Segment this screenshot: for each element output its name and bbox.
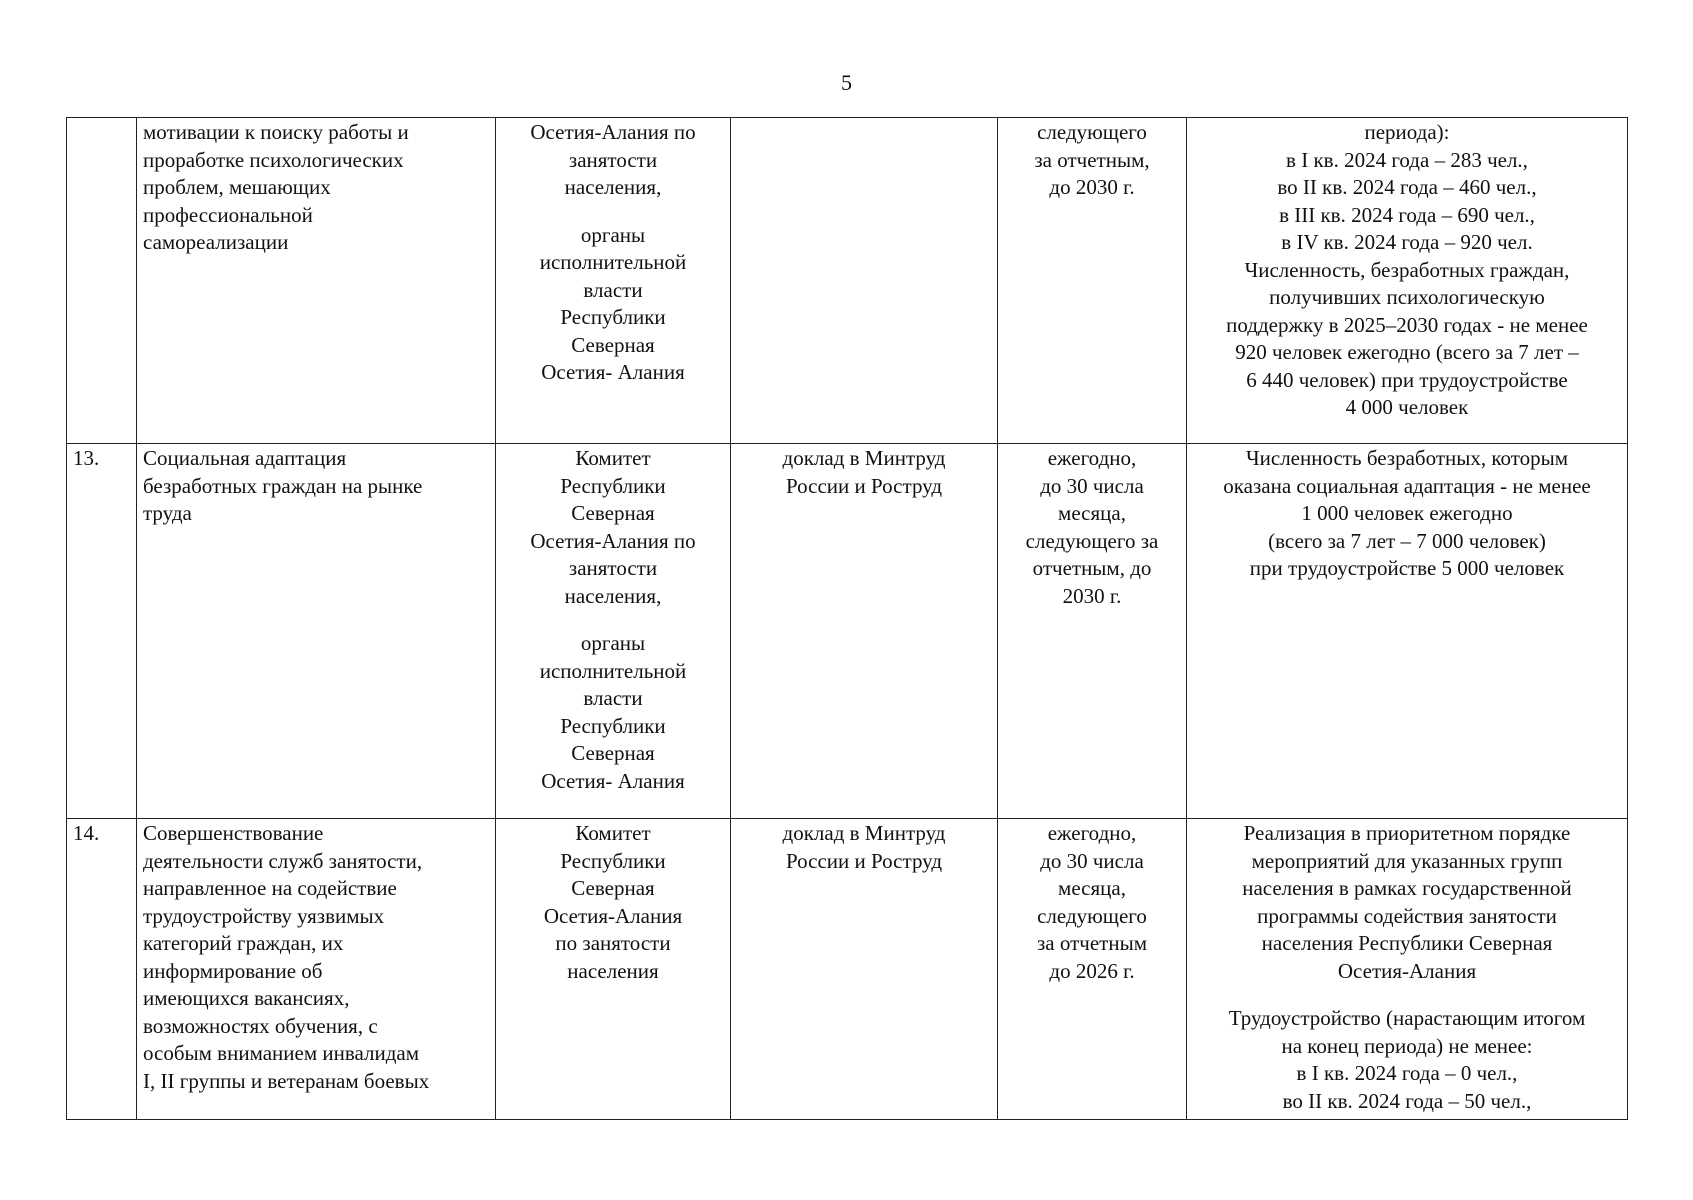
activity-line: I, II группы и ветеранам боевых — [143, 1068, 430, 1093]
result-cell — [1187, 444, 1628, 819]
row-number-cell: 13. — [67, 444, 137, 819]
result-a-line: Реализация в приоритетном порядке — [1243, 821, 1571, 845]
result-b-line: на конец периода) не менее: — [1281, 1033, 1533, 1058]
table-row — [67, 444, 1628, 819]
result-a-line: при трудоустройстве 5 000 человек — [1249, 556, 1565, 580]
report-line: России и Роструд — [785, 848, 943, 873]
deadline-line: ежегодно, — [1047, 446, 1137, 470]
executor-a-line: Республики — [560, 473, 666, 498]
activity-line: возможностях обучения, с — [143, 1013, 378, 1038]
executor-a-line: занятости — [568, 556, 658, 580]
activity-line: особым вниманием инвалидам — [143, 1041, 420, 1065]
executor-b-line: власти — [583, 277, 643, 302]
deadline-line: следующего за — [1025, 528, 1159, 553]
executor-b-line: органы — [580, 631, 646, 655]
deadline-cell — [998, 444, 1187, 819]
result-a-line: Численность безработных, которым — [1245, 446, 1569, 470]
paragraph-gap — [1193, 985, 1621, 1005]
report-form-cell — [731, 444, 998, 819]
activity-line: имеющихся вакансиях, — [143, 986, 350, 1010]
deadline-cell — [998, 819, 1187, 1120]
result-b-line: в I кв. 2024 года – 0 чел., — [1296, 1061, 1518, 1085]
activity-line: безработных граждан на рынке — [143, 473, 423, 498]
result-a-line: программы содействия занятости — [1257, 903, 1557, 928]
result-a-line: (всего за 7 лет – 7 000 человек) — [1268, 528, 1546, 553]
activity-line: трудоустройству уязвимых — [143, 903, 385, 928]
paragraph-gap — [502, 202, 724, 222]
result-a-line: 6 440 человек) при трудоустройстве — [1246, 367, 1568, 392]
deadline-line: следующего — [1037, 120, 1147, 144]
executor-a-line: по занятости — [555, 931, 671, 955]
deadline-line: месяца, — [1058, 876, 1126, 900]
table-row — [67, 118, 1628, 444]
activity-cell — [137, 819, 496, 1120]
executor-b-line: органы — [580, 222, 646, 247]
executor-b-line: Республики — [560, 305, 666, 329]
result-a-line: периода): — [1364, 120, 1450, 144]
executor-b-line: Осетия- Алания — [541, 360, 685, 384]
activity-line: профессиональной — [143, 202, 313, 227]
activity-cell — [137, 444, 496, 819]
result-b-line: Трудоустройство (нарастающим итогом — [1228, 1006, 1586, 1030]
result-a-line: в IV кв. 2024 года – 920 чел. — [1281, 230, 1533, 254]
paragraph-gap — [502, 610, 724, 630]
deadline-line: отчетным, до — [1032, 556, 1152, 580]
activity-line: направленное на содействие — [143, 876, 397, 900]
activity-line: труда — [143, 501, 192, 525]
executor-a-line: Северная — [571, 876, 655, 900]
executor-cell — [496, 118, 731, 444]
executor-a-line: Осетия-Алания — [543, 903, 683, 928]
executor-a-line: Республики — [560, 848, 666, 873]
executor-b-line: Осетия- Алания — [541, 768, 685, 793]
executor-cell — [496, 444, 731, 819]
deadline-line: 2030 г. — [1062, 583, 1122, 608]
executor-b-line: исполнительной — [539, 658, 687, 683]
activity-line: проработке психологических — [143, 147, 404, 172]
deadline-line: до 2026 г. — [1049, 958, 1135, 983]
report-line: доклад в Минтруд — [782, 821, 946, 845]
row-number-cell — [67, 118, 137, 444]
result-a-line: поддержку в 2025–2030 годах - не менее — [1226, 312, 1588, 337]
executor-b-line: Северная — [571, 741, 655, 765]
activity-line: деятельности служб занятости, — [143, 848, 423, 873]
deadline-cell — [998, 118, 1187, 444]
executor-b-line: исполнительной — [539, 250, 687, 274]
executor-a-line: занятости — [568, 147, 658, 172]
result-a-line: во II кв. 2024 года – 460 чел., — [1277, 175, 1537, 199]
result-a-line: получивших психологическую — [1269, 285, 1545, 309]
result-a-line: Численность, безработных граждан, — [1244, 257, 1570, 282]
row-number-cell: 14. — [67, 819, 137, 1120]
table-row — [67, 819, 1628, 1120]
result-b-line: во II кв. 2024 года – 50 чел., — [1282, 1088, 1532, 1113]
report-line: доклад в Минтруд — [782, 446, 946, 470]
executor-a-line: Осетия-Алания по — [530, 528, 696, 553]
activity-line: Совершенствование — [143, 821, 324, 845]
report-line: России и Роструд — [785, 473, 943, 498]
result-a-line: населения Республики Северная — [1261, 931, 1553, 955]
report-form-cell — [731, 118, 998, 444]
result-a-line: в III кв. 2024 года – 690 чел., — [1279, 202, 1535, 227]
result-a-line: Осетия-Алания — [1337, 958, 1477, 983]
activity-line: мотивации к поиску работы и — [143, 120, 409, 144]
executor-b-line: Северная — [571, 332, 655, 357]
executor-a-line: Комитет — [575, 821, 651, 845]
executor-a-line: Осетия-Алания по — [530, 120, 696, 144]
activity-line: самореализации — [143, 230, 289, 254]
page-number: 5 — [841, 70, 852, 95]
deadline-line: до 2030 г. — [1049, 175, 1135, 199]
activity-line: Социальная адаптация — [143, 446, 347, 470]
measures-table — [66, 117, 1628, 1120]
result-a-line: в I кв. 2024 года – 283 чел., — [1286, 147, 1528, 172]
deadline-line: месяца, — [1058, 501, 1126, 525]
deadline-line: за отчетным, — [1034, 147, 1150, 172]
executor-a-line: населения, — [564, 175, 662, 199]
result-a-line: оказана социальная адаптация - не менее — [1223, 473, 1591, 498]
result-a-line: 1 000 человек ежегодно — [1301, 501, 1513, 525]
executor-a-line: Северная — [571, 501, 655, 525]
executor-a-line: населения, — [564, 583, 662, 608]
executor-a-line: населения — [567, 958, 659, 983]
executor-cell — [496, 819, 731, 1120]
activity-line: информирование об — [143, 958, 323, 983]
executor-a-line: Комитет — [575, 446, 651, 470]
deadline-line: до 30 числа — [1040, 848, 1144, 873]
activity-cell — [137, 118, 496, 444]
executor-b-line: власти — [583, 686, 643, 710]
activity-line: проблем, мешающих — [143, 175, 331, 199]
deadline-line: до 30 числа — [1040, 473, 1144, 498]
result-a-line: населения в рамках государственной — [1242, 876, 1572, 900]
deadline-line: за отчетным — [1037, 931, 1147, 955]
executor-b-line: Республики — [560, 713, 666, 738]
deadline-line: следующего — [1037, 903, 1147, 928]
activity-line: категорий граждан, их — [143, 931, 344, 955]
result-cell — [1187, 118, 1628, 444]
result-a-line: 4 000 человек — [1345, 395, 1469, 419]
result-a-line: 920 человек ежегодно (всего за 7 лет – — [1235, 340, 1579, 364]
result-cell — [1187, 819, 1628, 1120]
report-form-cell — [731, 819, 998, 1120]
result-a-line: мероприятий для указанных групп — [1251, 848, 1563, 873]
deadline-line: ежегодно, — [1047, 821, 1137, 845]
